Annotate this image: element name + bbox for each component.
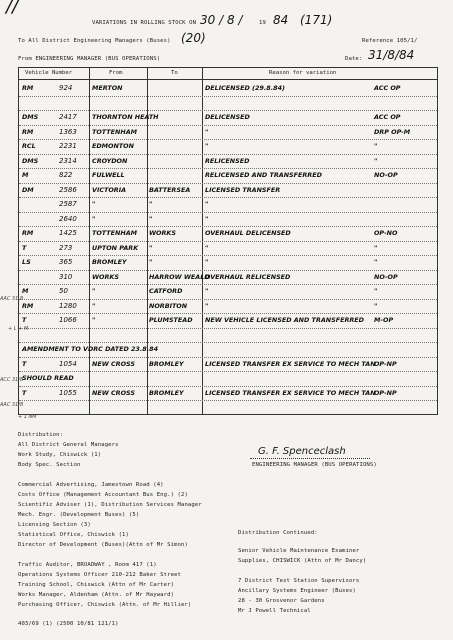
variation-reason: LICENSED TRANSFER <box>205 185 281 194</box>
vehicle-number: 50 <box>59 287 68 295</box>
to-location: BATTERSEA <box>149 185 191 194</box>
vehicle-fleet-code: T <box>22 316 27 324</box>
reason-code: " <box>374 258 378 266</box>
vehicle-number: 310 <box>59 272 73 281</box>
distribution-item: Work Study, Chiswick (1) <box>18 452 102 458</box>
table-row <box>19 315 437 327</box>
table-row <box>19 257 437 269</box>
header-reason: Reason for variation <box>269 70 337 76</box>
from-location: " <box>92 287 96 295</box>
distribution-item: Training School, Chiswick (Attn of Mr Carter) <box>18 582 175 588</box>
vehicle-fleet-code: M <box>22 171 29 179</box>
from-location: " <box>92 316 96 324</box>
variation-reason: " <box>205 243 209 252</box>
variation-reason: " <box>205 142 209 150</box>
margin-note: + 1 NM <box>18 414 37 420</box>
table-row <box>19 170 437 182</box>
reference: Reference 105/1/ <box>362 38 418 44</box>
vehicle-fleet-code: AMENDMENT TO VDRC DATED 23.8.84 <box>22 345 159 353</box>
reason-code: " <box>374 142 378 150</box>
reason-code: " <box>374 243 378 252</box>
date-hand: 30 / 8 / <box>200 13 243 27</box>
variation-reason: OVERHAUL DELICENSED <box>205 229 291 237</box>
vehicle-fleet-code: M <box>22 287 29 295</box>
table-row <box>19 98 437 110</box>
from-location: " <box>92 301 96 310</box>
distribution-item: Director of Development (Buses)(Attn of Mr Simon) <box>18 542 188 548</box>
reason-code: ACC OP <box>374 113 401 121</box>
to-line: To All District Engineering Managers (Buses) <box>18 38 171 44</box>
distribution-continued: Distribution Continued: <box>238 530 318 536</box>
vehicle-fleet-code: RM <box>22 84 34 92</box>
table-row <box>19 83 437 95</box>
margin-note: + L + M <box>8 326 29 332</box>
to-location: " <box>149 258 153 266</box>
vehicle-number: 2640 <box>59 214 77 223</box>
variation-reason: " <box>205 287 209 295</box>
header-from: From <box>109 70 123 76</box>
table-row <box>19 156 437 168</box>
distribution-heading: Distribution: <box>18 432 64 438</box>
table-row <box>19 214 437 226</box>
from-location: EDMONTON <box>92 142 134 150</box>
margin-note: AAC 31.8 <box>0 296 24 302</box>
table-row <box>19 141 437 153</box>
distribution-item: Traffic Auditor, BROADWAY , Room 417 (1) <box>18 562 157 568</box>
reason-code: OP-NP <box>374 359 397 368</box>
table-row <box>19 199 437 211</box>
distribution-item: Purchasing Officer, Chiswick (Attn. of Mr Hillier) <box>18 602 192 608</box>
vehicle-number: 924 <box>59 84 73 92</box>
vehicle-number: 2417 <box>59 113 77 121</box>
to-location: PLUMSTEAD <box>149 316 193 324</box>
distribution-item: Mech. Engr. (Development Buses) (5) <box>18 512 140 518</box>
table-row <box>19 344 437 356</box>
vehicle-number: 1066 <box>59 316 77 324</box>
distribution-continued-item: 28 - 30 Grosvenor Gardens <box>238 598 325 604</box>
from-location: " <box>92 200 96 208</box>
to-location: WORKS <box>149 229 176 237</box>
distribution-continued-item: Ancillary Systems Engineer (Buses) <box>238 588 356 594</box>
vehicle-fleet-code: RCL <box>22 142 36 150</box>
margin-note: AAC 31/8 <box>0 402 24 408</box>
vehicle-fleet-code: RM <box>22 301 34 310</box>
table-row <box>19 112 437 124</box>
vehicle-number: 822 <box>59 171 73 179</box>
table-row <box>19 286 437 298</box>
variation-reason: " <box>205 127 209 136</box>
from-location: MERTON <box>92 84 123 92</box>
to-hand: (20) <box>181 31 206 45</box>
table-row <box>19 359 437 371</box>
variation-reason: RELICENSED <box>205 156 250 165</box>
distribution-continued-item: 7 District Test Station Supervisors <box>238 578 360 584</box>
table-row <box>19 228 437 240</box>
year-hand: 84 <box>273 13 289 27</box>
reason-code: OP-NO <box>374 229 398 237</box>
variation-reason: " <box>205 200 209 208</box>
from-location: NEW CROSS <box>92 388 136 397</box>
table-row <box>19 301 437 313</box>
reason-code: DRP OP-M <box>374 127 411 136</box>
distribution-item: Commercial Advertising, Jamestown Road (4) <box>18 482 164 488</box>
header-to: To <box>171 70 178 76</box>
to-location: BROMLEY <box>149 359 184 368</box>
vehicle-number: 2587 <box>59 200 77 208</box>
variation-reason: LICENSED TRANSFER EX SERVICE TO MECH TAN <box>205 359 376 368</box>
variation-reason: NEW VEHICLE LICENSED AND TRANSFERRED <box>205 316 364 324</box>
to-location: NORBITON <box>149 301 188 310</box>
vehicle-fleet-code: T <box>22 388 27 397</box>
variation-reason: " <box>205 214 209 223</box>
vehicle-fleet-code: DMS <box>22 113 39 121</box>
table-row <box>19 373 437 385</box>
distribution-item: Body Spec. Section <box>18 462 81 468</box>
header-vehicle-number: Vehicle Number <box>25 70 73 76</box>
from-location: THORNTON HEATH <box>92 113 159 121</box>
reason-code: NO-OP <box>374 171 398 179</box>
distribution-continued-item: Mr J Powell Technical <box>238 608 311 614</box>
vehicle-number: 2586 <box>59 185 77 194</box>
distribution-continued-item: Senior Vehicle Maintenance Examiner <box>238 548 360 554</box>
from-location: TOTTENHAM <box>92 229 138 237</box>
table-row <box>19 272 437 284</box>
variations-table <box>18 67 438 415</box>
from-line: From ENGINEERING MANAGER (BUS OPERATIONS) <box>18 56 161 62</box>
signature: G. F. Spenceclash <box>258 446 346 457</box>
corner-mark: // <box>6 0 19 17</box>
table-row <box>19 330 437 342</box>
to-location: BROMLEY <box>149 388 184 397</box>
reason-code: " <box>374 156 378 165</box>
vehicle-fleet-code: RM <box>22 127 34 136</box>
vehicle-fleet-code: T <box>22 359 27 368</box>
to-location: CATFORD <box>149 287 183 295</box>
variation-reason: RELICENSED AND TRANSFERRED <box>205 171 322 179</box>
table-row <box>19 388 437 400</box>
vehicle-number: 365 <box>59 258 73 266</box>
year-prefix: 19 <box>259 20 266 26</box>
variation-reason: DELICENSED <box>205 113 250 121</box>
table-row <box>19 243 437 255</box>
to-location: " <box>149 200 153 208</box>
variation-reason: " <box>205 301 209 310</box>
variation-reason: LICENSED TRANSFER EX SERVICE TO MECH TAN <box>205 388 376 397</box>
to-location: " <box>149 214 153 223</box>
distribution-item: Operations Systems Officer 210-212 Baker Street <box>18 572 181 578</box>
vehicle-number: 2231 <box>59 142 77 150</box>
reason-code: " <box>374 287 378 295</box>
form-footer: 403/69 (1) (2500 10/81 121/1) <box>18 621 119 627</box>
vehicle-number: 1363 <box>59 127 77 136</box>
distribution-item: Scientific Adviser (1), Distribution Services Manager <box>18 502 202 508</box>
vehicle-number: 1055 <box>59 388 77 397</box>
vehicle-number: 1280 <box>59 301 77 310</box>
variation-reason: OVERHAUL RELICENSED <box>205 272 291 281</box>
table-row <box>19 127 437 139</box>
to-location: " <box>149 243 153 252</box>
table-row <box>19 185 437 197</box>
reason-code: ACC OP <box>374 84 401 92</box>
from-location: " <box>92 214 96 223</box>
vehicle-fleet-code: T <box>22 243 27 252</box>
vehicle-number: 1425 <box>59 229 77 237</box>
date-value: 31/8/84 <box>368 48 415 62</box>
reason-code: M-OP <box>374 316 394 324</box>
vehicle-fleet-code: SHOULD READ <box>22 374 74 382</box>
margin-note: ACC 31/8 <box>0 377 24 383</box>
from-location: NEW CROSS <box>92 359 136 368</box>
from-location: TOTTENHAM <box>92 127 138 136</box>
vehicle-fleet-code: DM <box>22 185 34 194</box>
from-location: WORKS <box>92 272 119 281</box>
from-location: BROMLEY <box>92 258 127 266</box>
vehicle-fleet-code: LS <box>22 258 31 266</box>
vehicle-number: 273 <box>59 243 73 252</box>
from-location: VICTORIA <box>92 185 127 194</box>
from-location: CROYDON <box>92 156 128 165</box>
from-location: UPTON PARK <box>92 243 139 252</box>
title-prefix: VARIATIONS IN ROLLING STOCK ON <box>92 20 197 26</box>
distribution-continued-item: Supplies, CHISWICK (Attn of Mr Dancy) <box>238 558 367 564</box>
from-location: FULWELL <box>92 171 125 179</box>
vehicle-number: 1054 <box>59 359 77 368</box>
vehicle-fleet-code: RM <box>22 229 34 237</box>
reference-hand: (171) <box>300 13 333 27</box>
vehicle-number: 2314 <box>59 156 77 165</box>
distribution-item: All District General Managers <box>18 442 119 448</box>
reason-code: OP-NP <box>374 388 397 397</box>
reason-code: " <box>374 301 378 310</box>
distribution-item: Statistical Office, Chiswick (1) <box>18 532 129 538</box>
reason-code: NO-OP <box>374 272 398 281</box>
distribution-item: Costs Office (Management Accountant Bus Eng.) (2) <box>18 492 188 498</box>
vehicle-fleet-code: DMS <box>22 156 39 165</box>
signature-title: ENGINEERING MANAGER (BUS OPERATIONS) <box>252 462 377 468</box>
variation-reason: DELICENSED (29.8.84) <box>205 84 285 92</box>
date-label: Date: <box>345 56 363 62</box>
distribution-item: Works Manager, Aldenham (Attn. of Mr Hayward) <box>18 592 175 598</box>
distribution-item: Licensing Section (3) <box>18 522 91 528</box>
to-location: HARROW WEALD <box>149 272 210 281</box>
variation-reason: " <box>205 258 209 266</box>
